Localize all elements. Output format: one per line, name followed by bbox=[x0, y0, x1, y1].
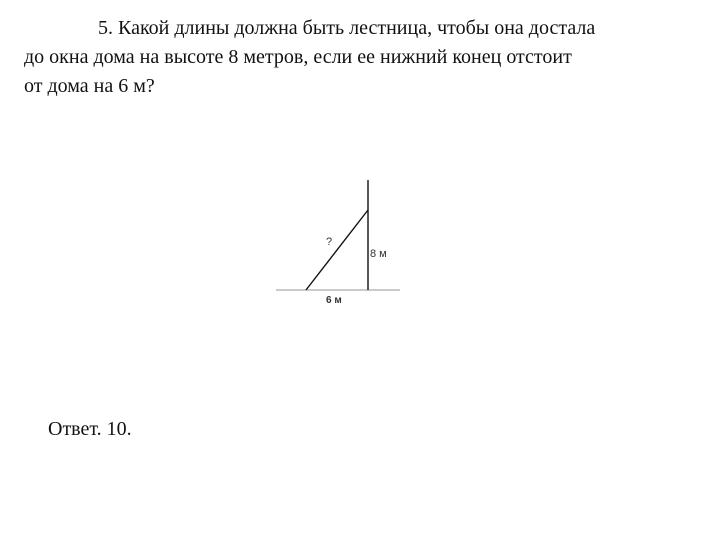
problem-line-2: до окна дома на высоте 8 метров, если ее нижний конец отстоит bbox=[24, 46, 572, 68]
ladder-diagram-svg bbox=[270, 175, 410, 315]
problem-line-3: от дома на 6 м? bbox=[24, 75, 155, 97]
ladder-line bbox=[306, 210, 368, 290]
problem-line-1: 5. Какой длины должна быть лестница, чтобы она достала bbox=[98, 17, 596, 39]
ladder-length-label: ? bbox=[326, 236, 333, 248]
height-label: 8 м bbox=[370, 248, 387, 260]
distance-label: 6 м bbox=[326, 295, 342, 306]
problem-statement bbox=[24, 14, 696, 101]
answer-text: Ответ. 10. bbox=[48, 418, 132, 440]
ladder-diagram bbox=[270, 175, 410, 315]
